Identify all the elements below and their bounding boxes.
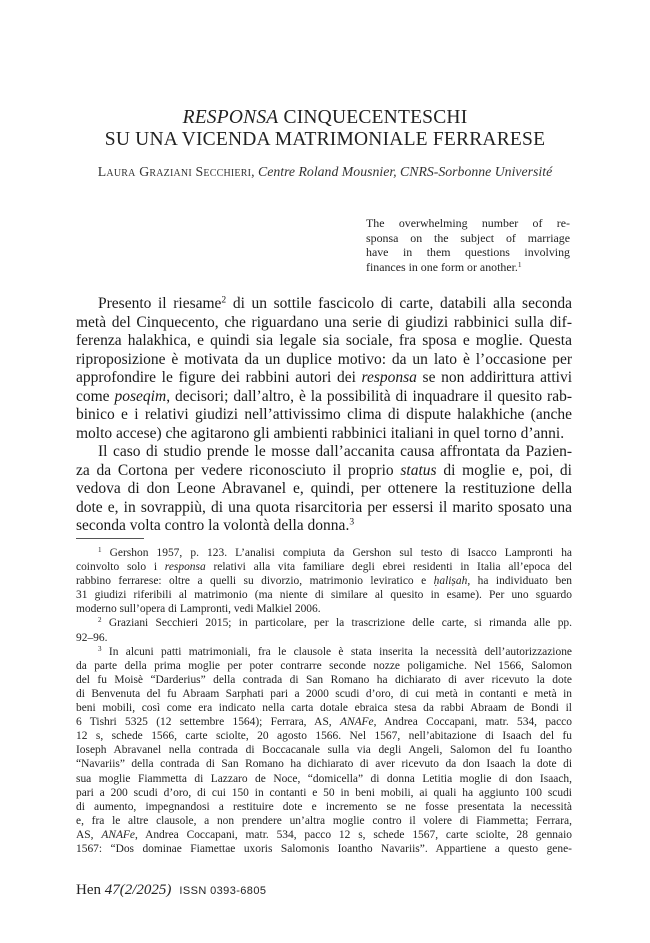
italic-term: responsa [361,369,417,386]
footnote-line: da parte della prima moglie per poter contrarre seconde nozze poligamiche. Nel 1566, Salomon [76,659,572,672]
footnote-text: 6 Tishri 5325 (12 settembre 1564); Ferrara, AS, [76,716,340,729]
footnote-line: beni mobili, così come era indicato nella carta dotale ebraica stesa da rabbi Abraam de Bondi il [76,702,572,715]
footnotes [76,546,572,856]
italic-term: status [400,461,437,479]
title-line-2: SU UNA VICENDA MATRIMONIALE FERRARESE [104,129,546,150]
epigraph-line: sponsa on the subject of marriage [366,230,570,245]
author-line [0,164,650,180]
footnote-line [76,616,572,630]
body-text-span: di un sottile fascicolo di carte, databili alla seconda [226,295,572,312]
epigraph-line-text: finances in one form or another. [366,259,518,274]
body-text-span: , decisori; dall’altro, è la possibilità di inquadrare il quesito rab- [166,387,572,405]
article-title [0,107,650,151]
body-line [76,517,572,536]
running-footer [76,882,266,899]
body-line: metà del Cinquecento, che riguardano una serie di giudizi rabbinici sulla dif- [76,313,572,331]
footnote-line: e, fra le altre clausole, a non prendere un’altra moglie contro il volere di Fiammetta; Ferrara, [76,814,572,827]
body-line: molto accese) che agitarono gli ambienti rabbinici italiani in quel torno d’anni. [76,424,565,442]
footnote-divider [76,538,144,539]
issn: ISSN 0393-6805 [179,885,267,897]
body-line [76,295,572,314]
body-line [76,462,572,481]
body-line [76,369,572,388]
footnote-text: AS, [76,828,102,841]
footnote-line [76,560,572,574]
footnote-line [76,715,572,729]
footnote-text: coinvolto solo i [76,561,165,574]
author-name: Laura Graziani Secchieri [97,164,252,179]
footnote-line: “Navariis” della contrada di San Romano ha dichiarato di aver ricevuto da don Isaach la dote di [76,758,572,771]
footnote-line: del fu Moisè “Darderius” della contrada di San Romano ha dichiarato di aver ricevuto la dote [76,673,572,686]
body-line: Il caso di studio prende le mosse dall’accanita causa affrontata da Pazien- [98,443,572,460]
epigraph-last-line [366,260,570,275]
footnote-line: 1567: “Dos dominae Fiamettae uxoris Salomonis Ioantho Navariis”. Appartiene a questo gene- [76,842,572,855]
footnote-text: rabbino ferrarese: oltre a quelli su divorzio, matrimonio leviratico e [76,575,434,588]
body-line: vedova di don Leone Abravanel e, quindi, per ottenere la restituzione della [76,480,572,497]
footnote-line [76,645,572,659]
body-line: dote e, in sovrappiù, di una quota risarcitoria per essersi il marito sposato una [76,498,572,516]
footnote-number: 2 [98,616,102,625]
footnote-line: 31 giudizi riferibili al matrimonio (ma niente di similare al quesito in esame). Per uno sguardo [76,589,572,602]
footnote-text: Graziani Secchieri 2015; in particolare, per la trascrizione delle carte, si rimanda alle pp. [101,617,572,630]
epigraph-line: The overwhelming number of re- [366,216,570,230]
italic-term: responsa [164,561,206,574]
body-text-span: approfondire le figure dei rabbini autori dei [76,369,362,386]
body-line: ferenza halakhica, e quindi sia legale sia sociale, fra sposa e moglie. Questa [76,332,572,349]
footnote-line: pari a 200 scudi d’oro, di cui 150 in contanti e 50 in beni mobili, ai quali ha aggiunto 100 scudi [76,786,572,799]
body-text-span: come [76,387,115,405]
body-text-span: di moglie e, poi, di [436,461,572,479]
title-italic-word: RESPONSA [182,107,279,128]
body-text [76,295,572,536]
footnote-text: , Andrea Coccapani, matr. 534, pacco [373,716,572,729]
body-line: binico e i relativi giudizi nell’attivissimo clima di dispute halakhiche (anche [76,406,572,423]
body-text-span: seconda volta contro la volontà della donna. [76,517,350,534]
italic-term: poseqim [114,387,167,405]
footnote-line: 92–96. [76,631,108,644]
footnote-line: moderno sull’opera di Lampronti, vedi Malkiel 2006. [76,603,321,616]
footnote-line: Ioseph Abravanel nella contrada di Boccacanale sulla via degli Angeli, Salomon del fu Ioantho [76,744,572,757]
footnote-line [76,546,572,560]
body-text-span: za da Cortona per vedere riconosciuto il proprio [76,461,401,479]
footnote-text: In alcuni patti matrimoniali, fra le clausole è stata inserita la necessità dell’autorizzazione [101,645,572,658]
footnote-line [76,574,572,588]
body-line [76,388,572,407]
italic-term: ANAFe [101,828,135,841]
footnote-number: 1 [98,546,102,555]
journal-issue: 47(2/2025) [104,882,172,898]
author-separator: , [251,164,259,179]
footnote-number: 3 [98,644,102,653]
italic-term: ANAFe [339,716,374,729]
footnote-line: 12 s, schede 1566, carte sciolte, 20 agosto 1566. Nel 1567, nell’abitazione di Isaach del fu [76,730,572,743]
footnote-text: Gershon 1957, p. 123. L’analisi compiuta da Gershon sul testo di Isacco Lampronti ha [101,547,572,559]
title-line-1 [0,107,650,129]
italic-term: ḥaliṣah [433,575,468,588]
footnote-text: , ha individuato ben [467,575,572,588]
footnote-line [76,828,572,842]
epigraph [366,216,570,274]
footnote-line: di aumento, impegnandosi a restituire dote e incremento se ne fosse presentata la necessità [76,800,572,813]
body-line: riproposizione è motivata da un duplice motivo: da un lato è l’occasione per [76,350,572,368]
journal-name: Hen [76,882,105,898]
body-text-span: se non addirittura attivi [416,369,572,386]
footnote-text: relativi alla vita familiare degli ebrei residenti in Italia all’epoca del [205,561,572,574]
epigraph-line: have in them questions involving [366,245,570,260]
footnote-ref-1[interactable]: 1 [517,259,522,269]
footnote-line: sua moglie Fiammetta di Lazzaro de Noce, “domicella” di donna Letitia moglie di don Isaach, [76,772,572,785]
body-text-span: Presento il riesame [98,295,222,312]
title-line-1-rest: CINQUECENTESCHI [278,107,468,128]
footnote-ref-3[interactable]: 3 [349,517,355,528]
footnote-line: di Benvenuta del fu Abraam Sarphati pari a 2000 scudi d’oro, di cui metà in contanti e metà in [76,687,572,700]
footnote-text: , Andrea Coccapani, matr. 534, pacco 12 s, schede 1567, carte sciolte, 28 gennaio [135,828,572,841]
footnote-ref-2[interactable]: 2 [221,295,227,306]
author-affiliation: Centre Roland Mousnier, CNRS-Sorbonne Université [258,164,553,179]
